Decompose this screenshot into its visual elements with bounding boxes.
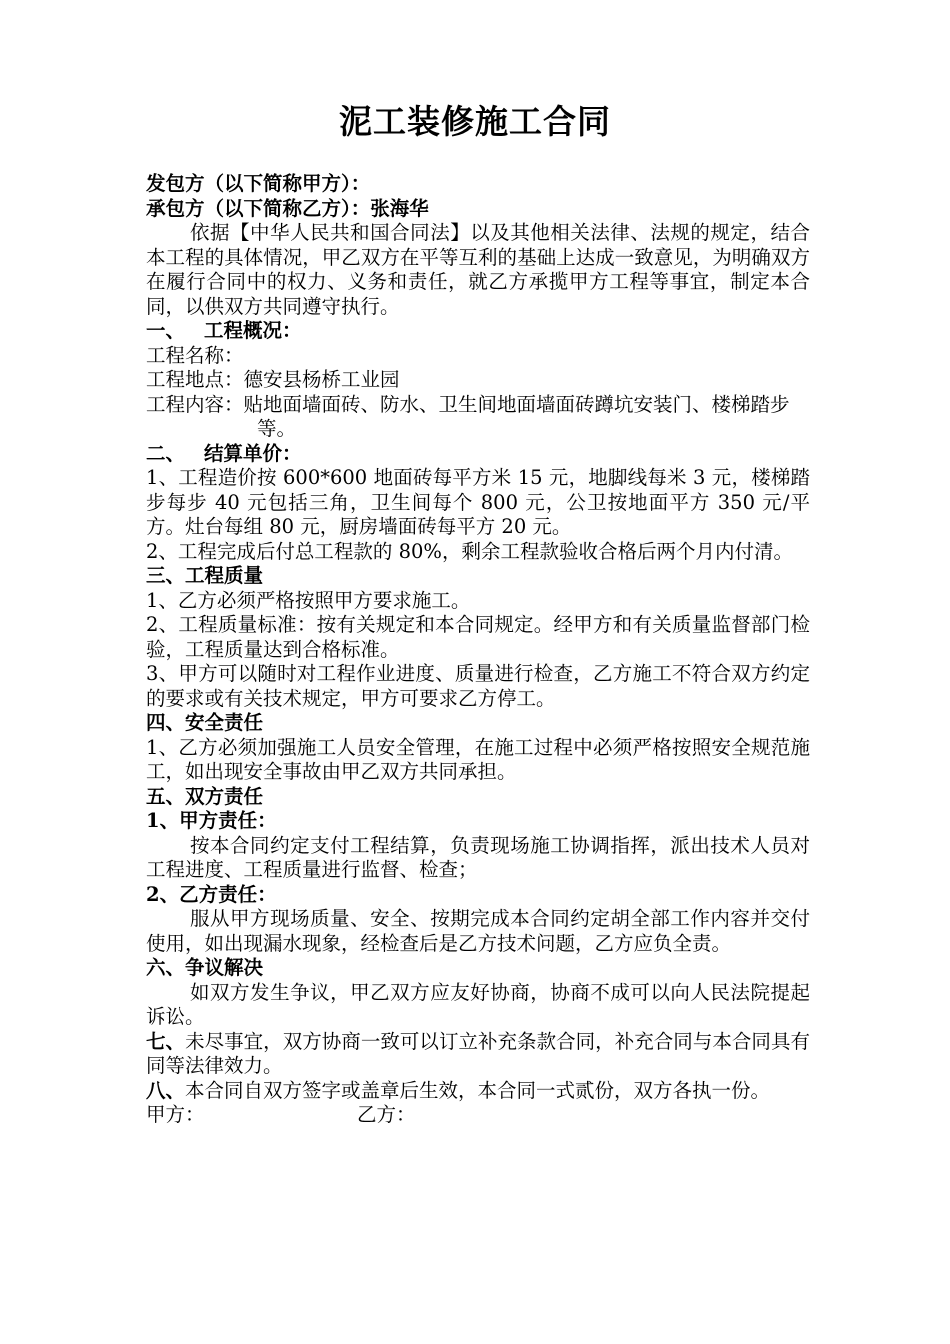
- quality-paragraph-1: 1、乙方必须严格按照甲方要求施工。: [146, 588, 471, 612]
- party-b-duty-heading: 2、乙方责任：: [146, 882, 277, 906]
- section-7-text: 未尽事宜，双方协商一致可以订立补充条款合同，补充合同与本合同具有同等法律效力。: [146, 1029, 810, 1077]
- section-3-heading: 三、工程质量: [146, 564, 264, 587]
- project-content-line: 工程内容：贴地面墙面砖、防水、卫生间地面墙面砖蹲坑安装门、楼梯踏步等。: [146, 392, 790, 440]
- quality-paragraph-2: 2、工程质量标准：按有关规定和本合同规定。经甲方和有关质量监督部门检验，工程质量达到合格标准。: [146, 613, 810, 661]
- intro-paragraph: 依据【中华人民共和国合同法】以及其他相关法律、法规的规定，结合本工程的具体情况，甲乙双方在平等互利的基础上达成一致意见，为明确双方在履行合同中的权力、义务和责任，就乙方承揽甲方工程等事宜，制定本合同，以供双方共同遵守执行。: [146, 221, 810, 318]
- project-location-line: 工程地点：德安县杨桥工业园: [146, 368, 400, 391]
- section-6-heading: 六、争议解决: [146, 956, 264, 979]
- section-1-title: 工程概况：: [204, 319, 302, 342]
- section-7-paragraph: [146, 1030, 810, 1079]
- section-8-number: 八、: [146, 1078, 186, 1102]
- section-8-text: 本合同自双方签字或盖章后生效，本合同一式贰份，双方各执一份。: [185, 1078, 771, 1102]
- party-b-line: 承包方（以下简称乙方）：张海华: [146, 196, 429, 220]
- section-2-title: 结算单价：: [204, 441, 302, 465]
- contract-body: [146, 172, 810, 1128]
- section-4-heading: 四、安全责任: [146, 711, 264, 734]
- signature-line: [146, 1103, 810, 1128]
- signature-party-a: 甲方：: [146, 1103, 205, 1126]
- section-5-heading: 五、双方责任: [146, 784, 264, 808]
- party-a-line: 发包方（以下简称甲方）：: [146, 172, 371, 195]
- section-7-number: 七、: [146, 1029, 186, 1053]
- section-8-paragraph: [146, 1079, 810, 1104]
- party-b-duty-text: 服从甲方现场质量、安全、按期完成本合同约定胡全部工作内容并交付使用，如出现漏水现象，经检查后是乙方技术问题，乙方应负全责。: [146, 907, 810, 955]
- dispute-text: 如双方发生争议，甲乙双方应友好协商，协商不成可以向人民法院提起诉讼。: [146, 980, 810, 1028]
- signature-party-b: 乙方：: [357, 1103, 416, 1126]
- section-1-heading: [146, 319, 810, 344]
- document-title: 泥工装修施工合同: [339, 102, 611, 141]
- party-a-duty-text: 按本合同约定支付工程结算，负责现场施工协调指挥，派出技术人员对工程进度、工程质量进行监督、检查；: [146, 833, 810, 881]
- safety-paragraph-1: 1、乙方必须加强施工人员安全管理，在施工过程中必须严格按照安全规范施工，如出现安全事故由甲乙双方共同承担。: [146, 735, 810, 783]
- section-2-number: 二、: [146, 441, 186, 465]
- pricing-paragraph-2: 2、工程完成后付总工程款的 80%，剩余工程款验收合格后两个月内付清。: [146, 539, 793, 563]
- section-1-number: 一、: [146, 319, 186, 342]
- party-a-duty-heading: 1、甲方责任：: [146, 809, 277, 832]
- project-name-line: 工程名称：: [146, 343, 244, 367]
- section-2-heading: [146, 442, 810, 467]
- quality-paragraph-3: 3、甲方可以随时对工程作业进度、质量进行检查，乙方施工不符合双方约定的要求或有关技术规定，甲方可要求乙方停工。: [146, 662, 810, 710]
- pricing-paragraph-1: 1、工程造价按 600*600 地面砖每平方米 15 元，地脚线每米 3 元，楼梯踏步每步 40 元包括三角，卫生间每个 800 元，公卫按地面平方 350 元/平方。灶台每组 80 元，厨房墙面砖每平方 20 元。: [146, 466, 810, 538]
